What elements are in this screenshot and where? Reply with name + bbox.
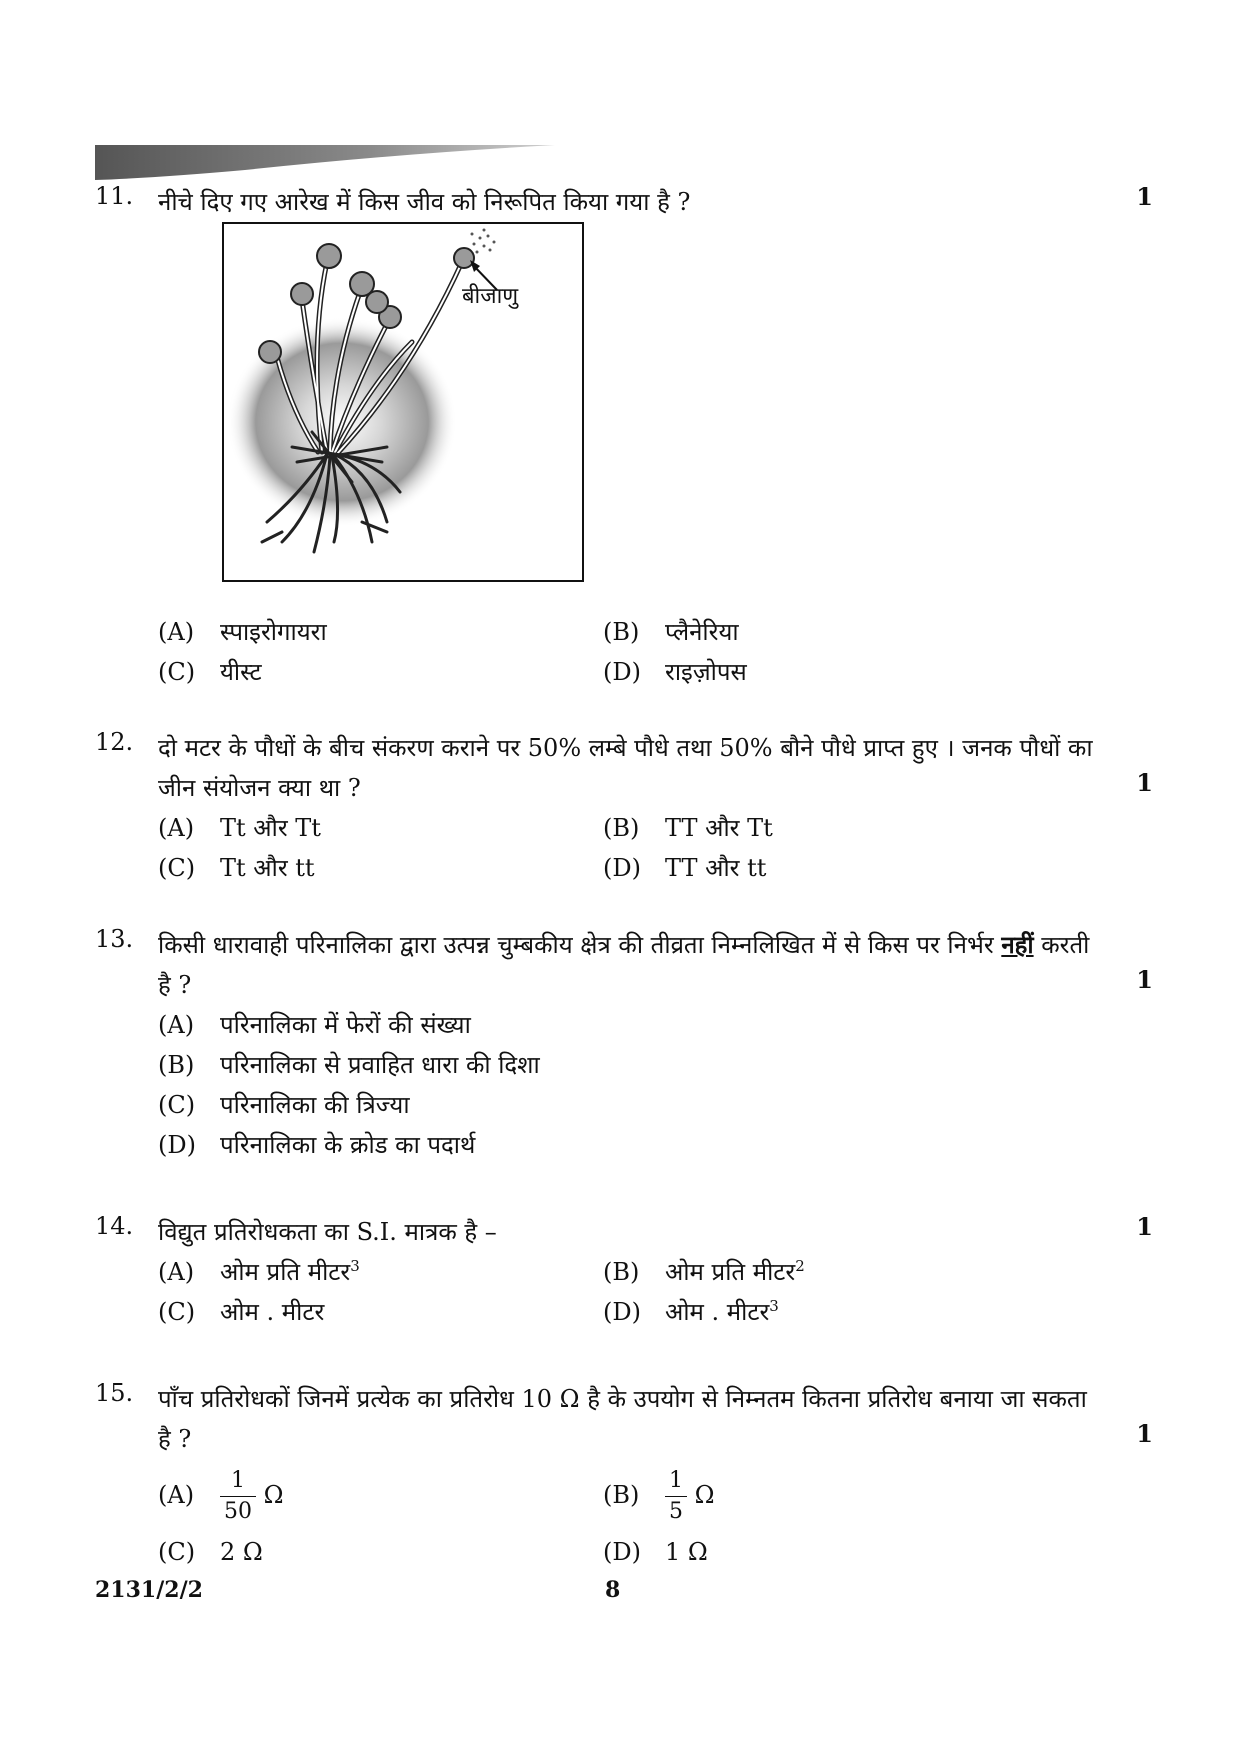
question-14 [95, 1212, 1153, 1252]
question-number: 15. [95, 1379, 134, 1407]
option-text: 1 Ω [665, 1538, 708, 1566]
question-text [158, 925, 1103, 1005]
option-text: 2 Ω [220, 1538, 263, 1566]
fraction-numerator: 1 [220, 1466, 256, 1497]
option-label: (A) [158, 814, 195, 842]
option-text: परिनालिका से प्रवाहित धारा की दिशा [220, 1051, 540, 1079]
paper-code: 2131/2/2 [95, 1577, 203, 1603]
option-unit: Ω [694, 1481, 715, 1509]
option-label: (C) [158, 1298, 196, 1326]
question-text-main: किसी धारावाही परिनालिका द्वारा उत्पन्न चुम्बकीय क्षेत्र की तीव्रता निम्नलिखित में से किस पर निर्भर [158, 931, 994, 959]
option-label: (A) [158, 1258, 195, 1286]
question-text: पाँच प्रतिरोधकों जिनमें प्रत्येक का प्रतिरोध 10 Ω है के उपयोग से निम्नतम कितना प्रतिरोध बनाया जा सकता है ? [158, 1385, 1087, 1453]
option-text: ओम . मीटर [220, 1298, 325, 1326]
option-label: (D) [603, 854, 641, 882]
marks: 1 [1136, 1212, 1153, 1241]
fraction-denominator: 50 [224, 1499, 252, 1524]
option-label: (B) [603, 1481, 640, 1509]
option-11-c[interactable] [158, 652, 262, 692]
option-label: (D) [603, 1538, 641, 1566]
option-13-b[interactable] [158, 1045, 540, 1085]
option-text: परिनालिका की त्रिज्या [220, 1091, 410, 1119]
option-text: स्पाइरोगायरा [220, 618, 327, 646]
marks: 1 [1136, 965, 1153, 994]
option-text: ओम . मीटर [665, 1298, 770, 1326]
option-14-d[interactable] [603, 1292, 779, 1332]
question-emphasis: नहीं [1001, 930, 1034, 959]
option-12-a[interactable] [158, 808, 321, 848]
question-text-end: करती है ? [158, 931, 1090, 999]
option-12-b[interactable] [603, 808, 773, 848]
question-13 [95, 925, 1153, 1005]
header-decorative-bar [95, 142, 555, 182]
option-text: ओम प्रति मीटर [220, 1258, 351, 1286]
option-text: परिनालिका के क्रोड का पदार्थ [220, 1131, 476, 1159]
option-label: (A) [158, 1481, 195, 1509]
option-superscript: 2 [795, 1257, 805, 1275]
option-12-c[interactable] [158, 848, 315, 888]
option-label: (C) [158, 1091, 196, 1119]
spore-label: बीजाणु [462, 284, 519, 309]
marks: 1 [1136, 768, 1153, 797]
option-15-b[interactable] [603, 1462, 715, 1528]
option-text: ओम प्रति मीटर [665, 1258, 796, 1286]
rhizopus-figure [222, 222, 584, 582]
question-text: नीचे दिए गए आरेख में किस जीव को निरूपित किया गया है ? [158, 188, 691, 216]
page-number: 8 [605, 1577, 621, 1603]
option-15-c[interactable] [158, 1532, 263, 1572]
marks: 1 [1136, 182, 1153, 211]
fraction [220, 1466, 256, 1527]
option-superscript: 3 [350, 1257, 360, 1275]
option-15-d[interactable] [603, 1532, 708, 1572]
question-15 [95, 1379, 1153, 1459]
question-11 [95, 182, 1153, 222]
option-text: Tt और Tt [220, 814, 321, 842]
option-14-c[interactable] [158, 1292, 324, 1332]
option-text: Tt और tt [220, 854, 315, 882]
option-text: यीस्ट [220, 658, 262, 686]
option-14-a[interactable] [158, 1252, 360, 1292]
question-number: 14. [95, 1212, 134, 1240]
question-number: 12. [95, 728, 134, 756]
option-unit: Ω [263, 1481, 284, 1509]
option-label: (D) [603, 658, 641, 686]
option-label: (C) [158, 1538, 196, 1566]
option-label: (B) [603, 618, 640, 646]
option-superscript: 3 [769, 1297, 779, 1315]
option-14-b[interactable] [603, 1252, 805, 1292]
option-13-c[interactable] [158, 1085, 410, 1125]
question-text: विद्युत प्रतिरोधकता का S.I. मात्रक है – [158, 1218, 497, 1246]
question-number: 13. [95, 925, 134, 953]
option-11-b[interactable] [603, 612, 739, 652]
option-text: TT और tt [665, 854, 767, 882]
option-11-a[interactable] [158, 612, 327, 652]
option-label: (D) [603, 1298, 641, 1326]
option-13-a[interactable] [158, 1005, 471, 1045]
question-number: 11. [95, 182, 134, 210]
option-label: (B) [158, 1051, 195, 1079]
option-label: (D) [158, 1131, 196, 1159]
option-label: (C) [158, 658, 196, 686]
option-11-d[interactable] [603, 652, 747, 692]
marks: 1 [1136, 1419, 1153, 1448]
option-label: (B) [603, 814, 640, 842]
option-text: राइज़ोपस [665, 658, 747, 686]
fraction-denominator: 5 [669, 1499, 683, 1524]
rhizopus-diagram [222, 222, 584, 582]
question-12 [95, 728, 1153, 808]
option-label: (C) [158, 854, 196, 882]
option-15-a[interactable] [158, 1462, 284, 1528]
question-text: दो मटर के पौधों के बीच संकरण कराने पर 50% लम्बे पौधे तथा 50% बौने पौधे प्राप्त हुए । जनक पौधों का जीन संयोजन क्या था ? [158, 734, 1093, 802]
fraction [665, 1466, 687, 1527]
fraction-numerator: 1 [665, 1466, 687, 1497]
option-13-d[interactable] [158, 1125, 475, 1165]
option-text: TT और Tt [665, 814, 773, 842]
option-text: परिनालिका में फेरों की संख्या [220, 1011, 471, 1039]
option-label: (B) [603, 1258, 640, 1286]
option-label: (A) [158, 618, 195, 646]
option-label: (A) [158, 1011, 195, 1039]
option-12-d[interactable] [603, 848, 766, 888]
option-text: प्लैनेरिया [665, 618, 739, 646]
